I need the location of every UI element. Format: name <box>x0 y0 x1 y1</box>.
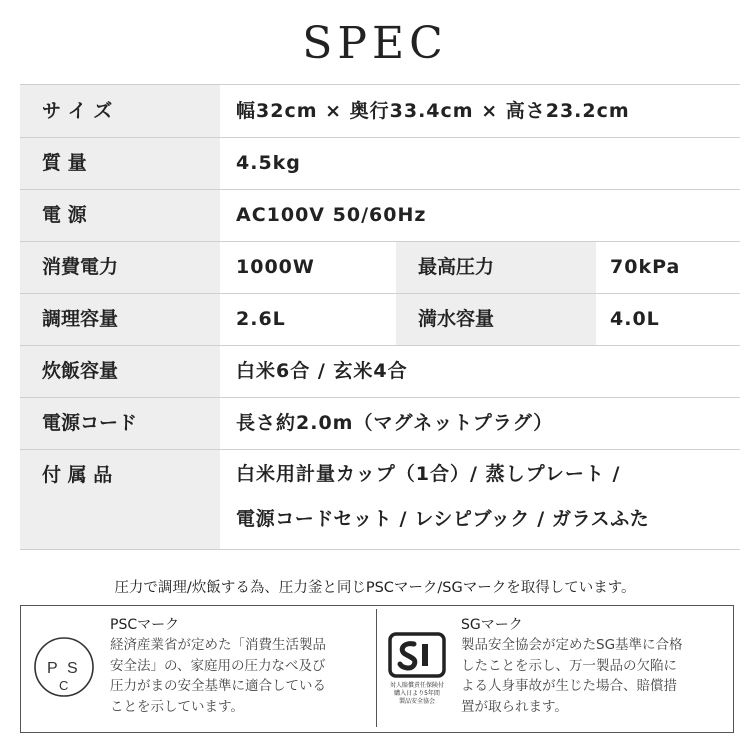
cord-value: 長さ約2.0m（マグネットプラグ） <box>236 412 554 434</box>
cord-label: 電源コード <box>20 398 220 449</box>
psc-line: 安全法」の、家庭用の圧力なべ及び <box>110 657 326 674</box>
power-source-value: AC100V 50/60Hz <box>236 204 427 226</box>
sg-description <box>461 635 721 717</box>
cook-capacity-label: 調理容量 <box>20 294 220 345</box>
sg-line: 置が取られます。 <box>461 698 568 715</box>
full-capacity-label: 満水容量 <box>396 294 596 345</box>
size-value: 幅32cm × 奥行33.4cm × 高さ23.2cm <box>236 100 630 122</box>
sg-title: SGマーク <box>461 617 523 633</box>
max-pressure-label: 最高圧力 <box>396 242 596 293</box>
sg-mark-s <box>400 644 415 668</box>
accessories-line-2: 電源コードセット / レシピブック / ガラスふた <box>236 508 650 530</box>
rice-capacity-label: 炊飯容量 <box>20 346 220 397</box>
psc-letter-p: P <box>47 660 58 677</box>
sg-line: 製品安全協会が定めたSG基準に合格 <box>461 637 683 653</box>
size-label: サ イ ズ <box>20 85 220 137</box>
sg-line: したことを示し、万一製品の欠陥に <box>461 657 677 674</box>
sg-mark-frame <box>390 634 444 676</box>
psc-description <box>110 635 370 717</box>
full-capacity-value: 4.0L <box>610 308 660 330</box>
sg-mark-i <box>422 644 428 666</box>
psc-letter-c: C <box>59 678 69 693</box>
accessories-line-1: 白米用計量カップ（1合）/ 蒸しプレート / <box>236 463 621 485</box>
weight-label: 質 量 <box>20 138 220 189</box>
page-title: SPEC <box>302 18 448 69</box>
psc-letter-s: S <box>67 660 78 677</box>
max-pressure-value: 70kPa <box>610 256 681 278</box>
consumption-label: 消費電力 <box>20 242 220 293</box>
psc-line: ことを示しています。 <box>110 698 244 715</box>
sg-caption-line: 購入日より5年間 <box>394 690 440 697</box>
psc-line: 経済産業省が定めた「消費生活製品 <box>110 637 326 653</box>
certification-note: 圧力で調理/炊飯する為、圧力釜と同じPSCマーク/SGマークを取得しています。 <box>114 580 636 596</box>
psc-mark-icon <box>32 635 96 699</box>
psc-line: 圧力がまの安全基準に適合している <box>110 678 326 694</box>
sg-mark-icon <box>384 632 450 708</box>
table-bottom-rule <box>20 549 740 550</box>
sg-line: よる人身事故が生じた場合、賠償措 <box>461 678 677 694</box>
sg-caption-line: 製品安全協会 <box>398 698 436 705</box>
cook-capacity-value: 2.6L <box>236 308 286 330</box>
sg-caption-line: 対人賠償責任保険付 <box>389 682 445 689</box>
certification-divider <box>376 609 377 727</box>
weight-value: 4.5kg <box>236 152 301 174</box>
rice-capacity-value: 白米6合 / 玄米4合 <box>236 360 408 382</box>
accessories-label: 付 属 品 <box>20 450 220 549</box>
consumption-value: 1000W <box>236 256 315 278</box>
psc-title: PSCマーク <box>110 617 180 633</box>
power-source-label: 電 源 <box>20 190 220 241</box>
